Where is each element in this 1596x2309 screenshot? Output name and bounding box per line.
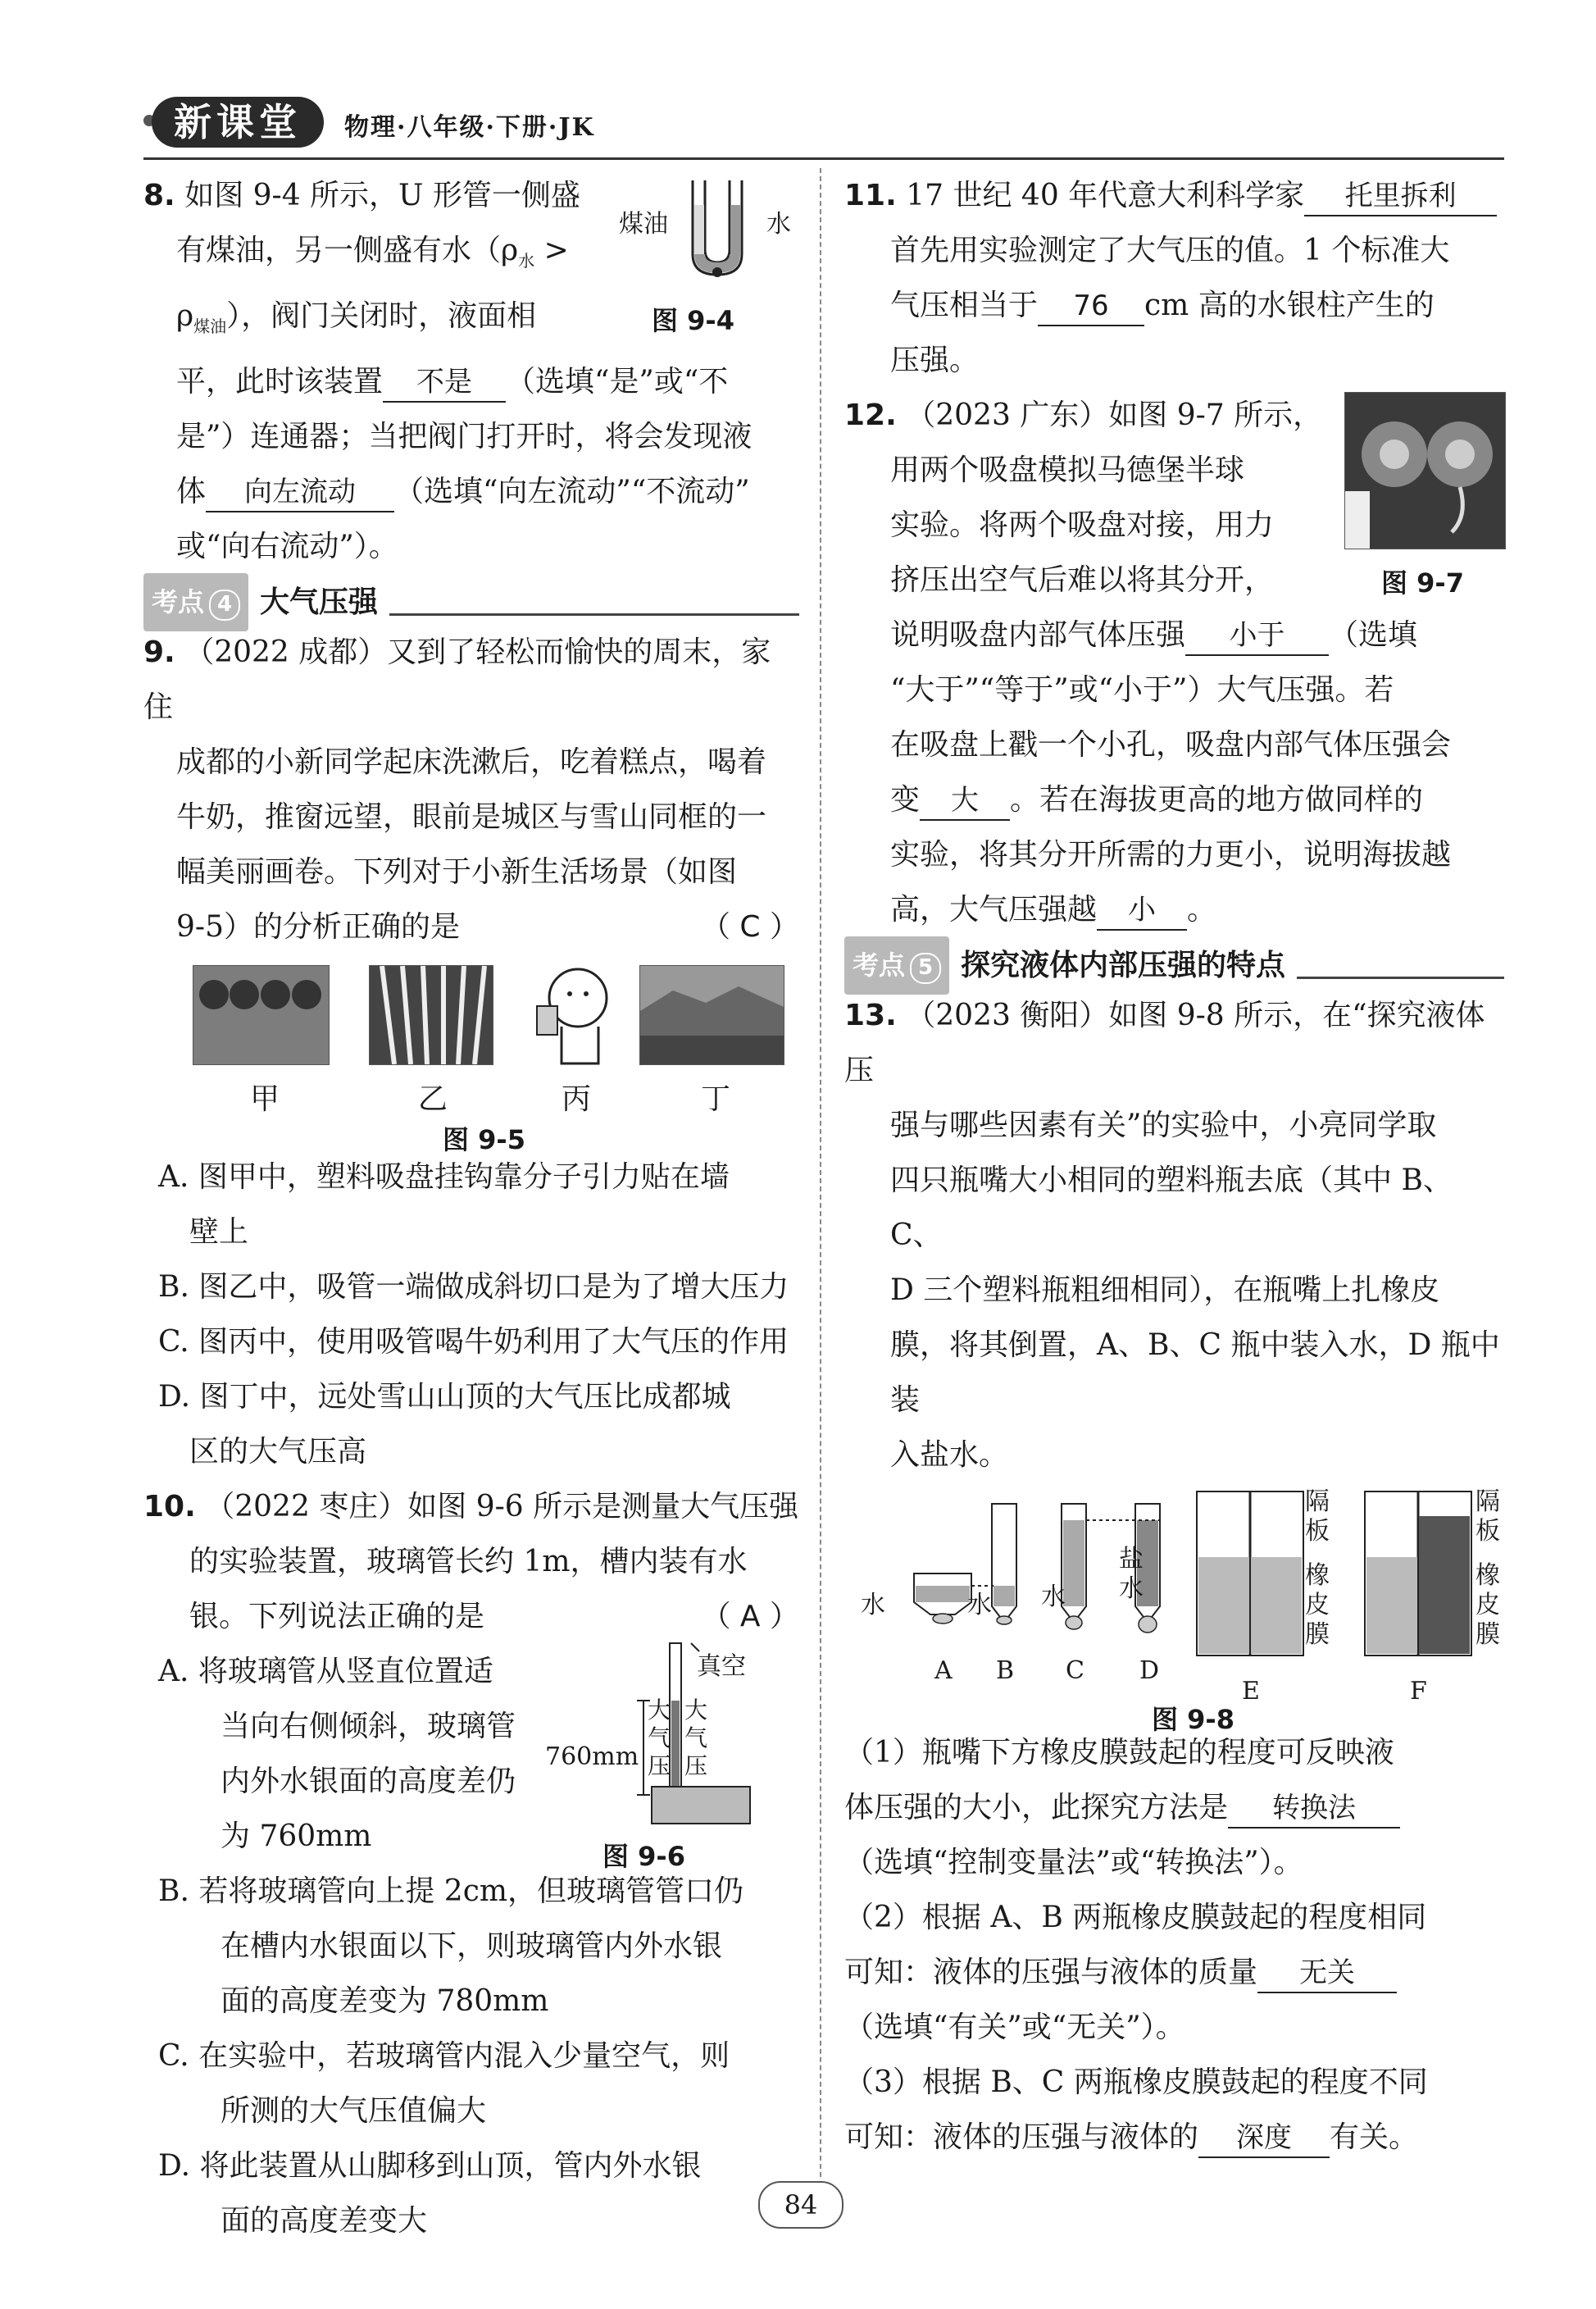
q9-option-c: C. 图丙中，使用吸管喝牛奶利用了大气压的作用 — [158, 1325, 789, 1359]
fig-label-bing: 丙 — [562, 1082, 592, 1117]
section-header-4: 考点 4 大气压强 — [143, 579, 799, 625]
page-number: 84 — [758, 2181, 843, 2229]
q12-blank-2: 大 — [920, 781, 1010, 821]
fig98-saltwater: 盐 水 — [1119, 1545, 1144, 1603]
q9-option-b: B. 图乙中，吸管一端做成斜切口是为了增大压力 — [158, 1270, 789, 1305]
question-8: 8. 如图 9-4 所示，U 形管一侧盛 有煤油，另一侧盛有水（$\rho_水$ > $\rho_{煤油}$），阀门关闭时，液面相 平，此时该装置 不是 （选填“是”或“不 是”）连通器；当把阀门打开时，将会发现液 体 向左流动 （选填“向左流动”“不流动” 或“向右流动”）。 煤油 水 图 9-4 — [143, 168, 799, 574]
fig98-water-c: 水 — [1041, 1583, 1066, 1611]
q9-option-a: A. 图甲中，塑料吸盘挂钩靠分子引力贴在墙 壁上 — [158, 1160, 730, 1250]
q13-sub-2: （2）根据 A、B 两瓶橡皮膜鼓起的程度相同 — [844, 1901, 1427, 1934]
figure-9-4: 煤油 水 图 9-4 — [619, 172, 799, 336]
q13-blank-3: 深度 — [1198, 2119, 1330, 2158]
q13-sub-1: （1）瓶嘴下方橡皮膜鼓起的程度可反映液 — [844, 1736, 1394, 1769]
question-10: 10. （2022 枣庄）如图 9-6 所示是测量大气压强 的实验装置，玻璃管长约 1m，槽内装有水 银。下列说法正确的是 （ A ） A. 将玻璃管从竖直位置适 当向右侧倾斜，玻璃管 内外水银面的高度差仍 为 760mm B. 若将玻璃管向上提 2cm，但玻璃管管口仍 在槽内水银面以下，则玻璃管内外水银 面的高度差变为 780mm C. 在实验中，若玻璃管内混入少量空气，则 所测的大气压值偏大 D. 将此装置从山脚移到山顶，管内外水银 面的高度差变大 真空 760mm 大 气 压 大 气 压 图 9-6 — [143, 1479, 799, 2248]
figure-9-8: 水 水 水 盐 水 隔 板 橡 皮 膜 隔 板 橡 皮 膜 A B C D E F 图 9-8 — [861, 1487, 1500, 1735]
section-header-5: 考点 5 探究液体内部压强的特点 — [844, 942, 1504, 988]
figure-9-5: 甲 乙 丙 丁 图 9-5 — [143, 961, 799, 1150]
photo-snow-mountain — [639, 965, 784, 1065]
q8-blank-2: 向左流动 — [206, 473, 394, 512]
fig98-membrane-e: 橡 皮 膜 — [1305, 1561, 1330, 1649]
fig98-partition-e: 隔 板 — [1305, 1487, 1330, 1546]
q9-option-d: D. 图丁中，远处雪山山顶的大气压比成都城 区的大气压高 — [158, 1380, 731, 1469]
q9-answer: （ C ） — [700, 910, 799, 945]
cartoon-child-drinking — [525, 961, 623, 1068]
fig98-partition-f: 隔 板 — [1476, 1487, 1500, 1546]
q11-blank-2: 76 — [1038, 287, 1144, 326]
q13-sub-3: （3）根据 B、C 两瓶橡皮膜鼓起的程度不同 — [844, 2065, 1428, 2099]
q10-option-c: C. 在实验中，若玻璃管内混入少量空气，则 所测的大气压值偏大 — [158, 2039, 730, 2129]
fig-label-jia: 甲 — [250, 1082, 280, 1117]
left-column — [143, 168, 799, 2248]
fig98-water-b: 水 — [967, 1591, 992, 1619]
question-9: 9. （2022 成都）又到了轻松而愉快的周末，家住 成都的小新同学起床洗漱后，吃着糕点，喝着 牛奶，推窗远望，眼前是城区与雪山同框的一 幅美丽画卷。下列对于小新生活场景（如图 9-5）的分析正确的是 （ C ） 甲 乙 丙 丁 图 9-5 A. 图甲中，塑料吸盘挂钩靠分子引力贴在墙 壁上 B. 图乙中，吸管一端做成斜切口是为了增大压力 C. 图丙中，使用吸管喝牛奶利用了大气压的作用 D. 图丁中，远处雪山山顶的大气压比成都城 区的大气压高 — [143, 625, 799, 1479]
header-subtitle: 物理·八年级·下册·JK — [344, 113, 595, 142]
q11-blank-1: 托里拆利 — [1304, 177, 1497, 216]
q13-blank-1: 转换法 — [1228, 1789, 1400, 1829]
fig-label-yi: 乙 — [418, 1082, 448, 1117]
q10-option-a: A. 将玻璃管从竖直位置适 当向右侧倾斜，玻璃管 内外水银面的高度差仍 为 760mm — [158, 1655, 516, 1854]
photo-suction-hooks — [193, 965, 330, 1065]
q13-blank-2: 无关 — [1257, 1954, 1397, 1993]
figure-9-6: 真空 760mm 大 气 压 大 气 压 图 9-6 — [602, 1639, 799, 1877]
q10-option-b: B. 若将玻璃管向上提 2cm，但玻璃管管口仍 在槽内水银面以下，则玻璃管内外水银 面的高度差变为 780mm — [158, 1874, 743, 2019]
q10-option-d: D. 将此装置从山脚移到山顶，管内外水银 面的高度差变大 — [158, 2149, 702, 2238]
fig98-membrane-f: 橡 皮 膜 — [1476, 1561, 1500, 1649]
photo-suction-cups — [1344, 392, 1506, 549]
q8-blank-1: 不是 — [383, 363, 506, 403]
logo: 新课堂 — [152, 97, 324, 148]
question-13: 13. （2023 衡阳）如图 9-8 所示，在“探究液体压 强与哪些因素有关”的实验中，小亮同学取 四只瓶嘴大小相同的塑料瓶去底（其中 B、C、 D 三个塑料瓶粗细相同），在瓶嘴上扎橡皮 膜，将其倒置，A、B、C 瓶中装入水，D 瓶中装 入盐水。 水 水 水 盐 水 隔 板 橡 皮 膜 隔 板 橡 皮 膜 A B C D E F 图 9-8 （1）瓶嘴下方橡皮膜鼓起的程度可反映液 体压强的大小，此探究方法是 转换法 （选填“控制变量法”或“转换法”）。 （2）根据 A、B 两瓶橡皮膜鼓起的程度相同 可知：液体的压强与液体的质量 无关 （选填“有关”或“无关”）。 （3）根据 B、C 两瓶橡皮膜鼓起的程度不同 可知：液体的压强与液体的 深度 有关。 — [844, 988, 1504, 2165]
q12-blank-1: 小于 — [1185, 617, 1329, 656]
question-12: 12. （2023 广东）如图 9-7 所示， 用两个吸盘模拟马德堡半球 实验。将两个吸盘对接，用力 挤压出空气后难以将其分开， 说明吸盘内部气体压强 小于 （选填 “大于”“等于”或“小于”）大气压强。若 在吸盘上戳一个小孔，吸盘内部气体压强会 变 大 。若在海拔更高的地方做同样的 实验，将其分开所需的力更小，说明海拔越 高，大气压强越 小 。 图 9-7 — [844, 388, 1504, 937]
q10-answer: （ A ） — [701, 1600, 799, 1634]
u-tube-diagram — [680, 172, 762, 287]
fig-label-ding: 丁 — [701, 1082, 731, 1117]
column-divider — [820, 168, 821, 2177]
fig98-water-a: 水 — [861, 1591, 885, 1619]
photo-straws — [369, 965, 493, 1065]
q12-blank-3: 小 — [1097, 891, 1187, 931]
right-column — [844, 168, 1504, 2165]
question-11: 11. 17 世纪 40 年代意大利科学家 托里拆利 首先用实验测定了大气压的值。1 个标准大 气压相当于 76 cm 高的水银柱产生的 压强。 — [844, 168, 1504, 388]
